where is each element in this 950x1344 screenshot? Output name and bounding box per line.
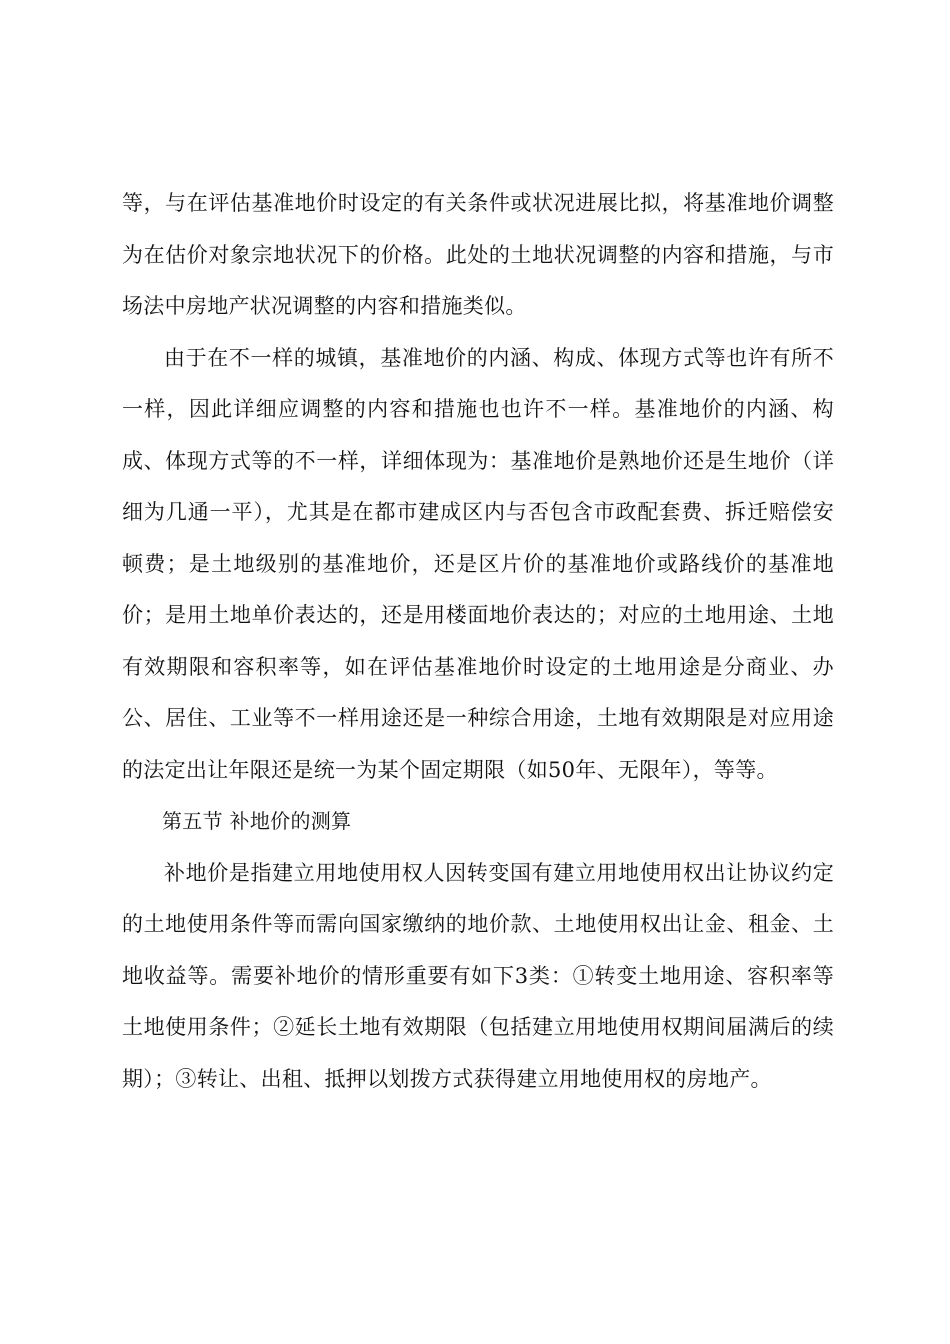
paragraph-supplementary-land-price: 补地价是指建立用地使用权人因转变国有建立用地使用权出让协议约定的土地使用条件等而需向国家缴纳的地价款、土地使用权出让金、租金、土地收益等。需要补地价的情形重要有如下3类：①转变土地用途、容积率等土地使用条件；②延长土地有效期限（包括建立用地使用权期间届满后的续期）；③转让、出租、抵押以划拨方式获得建立用地使用权的房地产。 xyxy=(122,860,834,1091)
paragraph-continuation: 等，与在评估基准地价时设定的有关条件或状况进展比拟，将基准地价调整为在估价对象宗地状况下的价格。此处的土地状况调整的内容和措施，与市场法中房地产状况调整的内容和措施类似。 xyxy=(122,191,834,318)
section-heading: 第五节 补地价的测算 xyxy=(162,809,352,833)
paragraph-benchmark-land-price: 由于在不一样的城镇，基准地价的内涵、构成、体现方式等也许有所不一样，因此详细应调整的内容和措施也也许不一样。基准地价的内涵、构成、体现方式等的不一样，详细体现为：基准地价是熟地价还是生地价（详细为几通一平），尤其是在都市建成区内与否包含市政配套费、拆迁赔偿安顿费；是土地级别的基准地价，还是区片价的基准地价或路线价的基准地价；是用土地单价表达的，还是用楼面地价表达的；对应的土地用途、土地有效期限和容积率等，如在评估基准地价时设定的土地用途是分商业、办公、居住、工业等不一样用途还是一种综合用途，土地有效期限是对应用途的法定出让年限还是统一为某个固定期限（如50年、无限年），等等。 xyxy=(122,345,834,782)
document-page xyxy=(122,178,834,1105)
